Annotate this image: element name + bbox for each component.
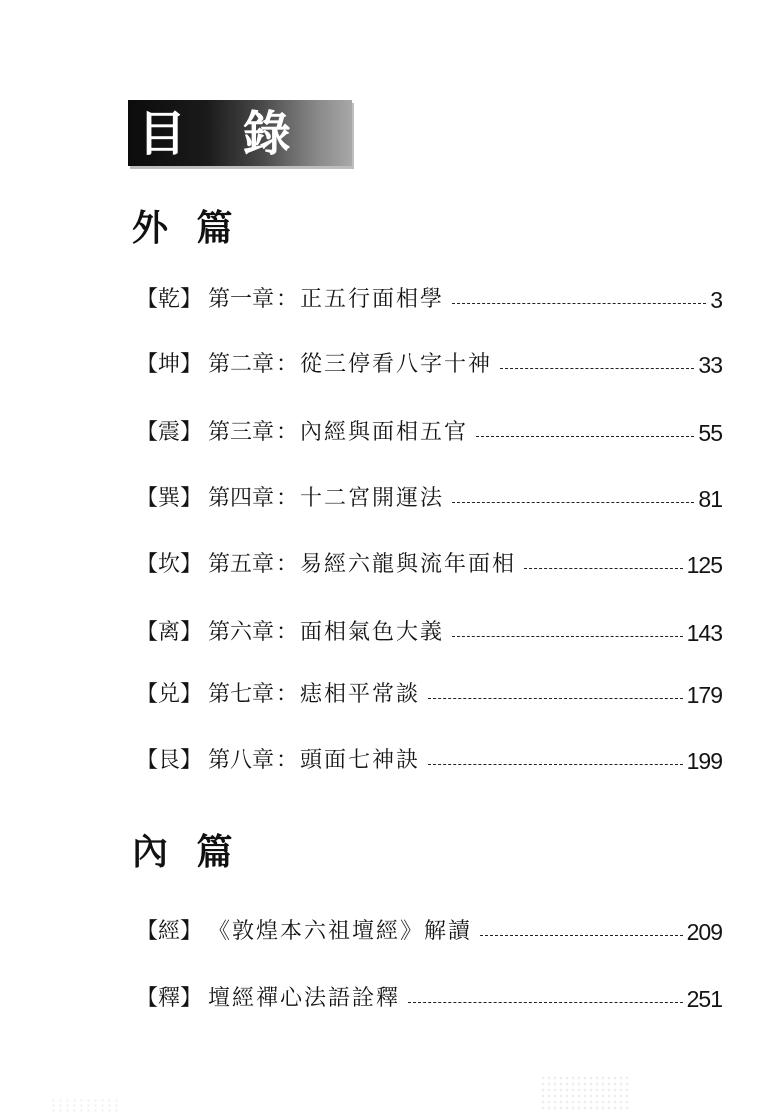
page-number: 125 bbox=[686, 552, 722, 578]
toc-entry-outer-4[interactable] bbox=[136, 481, 722, 517]
dot-leader bbox=[408, 1002, 683, 1003]
chapter-label: 第二章 bbox=[208, 352, 275, 377]
colon-separator: ： bbox=[276, 420, 299, 445]
toc-entry-outer-5[interactable] bbox=[136, 547, 722, 583]
trigram-label: 【震】 bbox=[136, 420, 203, 445]
page-number: 251 bbox=[686, 986, 722, 1012]
chapter-title: 內經與面相五官 bbox=[300, 420, 469, 445]
trigram-label: 【艮】 bbox=[136, 748, 203, 773]
dot-leader bbox=[476, 436, 694, 437]
trigram-label: 【乾】 bbox=[136, 287, 203, 312]
dot-leader bbox=[524, 568, 683, 569]
page-number: 3 bbox=[710, 287, 722, 313]
toc-title: 目 錄 bbox=[138, 106, 311, 162]
trigram-label: 【巽】 bbox=[136, 486, 203, 511]
toc-entry-outer-6[interactable] bbox=[136, 615, 722, 651]
dot-leader bbox=[428, 698, 683, 699]
scan-artifact bbox=[50, 1098, 120, 1112]
page-number: 209 bbox=[686, 919, 722, 945]
page-number: 81 bbox=[698, 486, 722, 512]
page-number: 143 bbox=[686, 620, 722, 646]
colon-separator: ： bbox=[276, 748, 299, 773]
chapter-title: 壇經禪心法語詮釋 bbox=[208, 986, 401, 1011]
toc-entry-outer-7[interactable] bbox=[136, 677, 722, 713]
trigram-label: 【离】 bbox=[136, 620, 203, 645]
trigram-label: 【坎】 bbox=[136, 552, 203, 577]
chapter-title: 正五行面相學 bbox=[300, 287, 445, 312]
toc-entry-outer-1[interactable] bbox=[136, 282, 722, 318]
toc-entry-outer-8[interactable] bbox=[136, 743, 722, 779]
trigram-label: 【經】 bbox=[136, 919, 203, 944]
trigram-label: 【釋】 bbox=[136, 986, 203, 1011]
page-number: 55 bbox=[698, 420, 722, 446]
chapter-label: 第四章 bbox=[208, 486, 275, 511]
dot-leader bbox=[428, 764, 683, 765]
dot-leader bbox=[452, 303, 706, 304]
page-number: 179 bbox=[686, 682, 722, 708]
chapter-label: 第一章 bbox=[208, 287, 275, 312]
inner-section-heading: 內 篇 bbox=[132, 831, 241, 873]
dot-leader bbox=[452, 502, 694, 503]
colon-separator: ： bbox=[276, 682, 299, 707]
scan-artifact bbox=[540, 1075, 630, 1111]
chapter-title: 易經六龍與流年面相 bbox=[300, 552, 517, 577]
dot-leader bbox=[452, 636, 683, 637]
toc-entry-outer-3[interactable] bbox=[136, 415, 722, 451]
dot-leader bbox=[500, 368, 694, 369]
chapter-title: 十二宮開運法 bbox=[300, 486, 445, 511]
toc-entry-outer-2[interactable] bbox=[136, 347, 722, 383]
colon-separator: ： bbox=[276, 486, 299, 511]
chapter-label: 第六章 bbox=[208, 620, 275, 645]
toc-entry-inner-2[interactable] bbox=[136, 981, 722, 1017]
toc-entry-inner-1[interactable] bbox=[136, 914, 722, 950]
dot-leader bbox=[480, 935, 683, 936]
colon-separator: ： bbox=[276, 352, 299, 377]
page-number: 33 bbox=[698, 352, 722, 378]
colon-separator: ： bbox=[276, 552, 299, 577]
chapter-label: 第五章 bbox=[208, 552, 275, 577]
chapter-title: 頭面七神訣 bbox=[300, 748, 421, 773]
chapter-title: 痣相平常談 bbox=[300, 682, 421, 707]
trigram-label: 【坤】 bbox=[136, 352, 203, 377]
colon-separator: ： bbox=[276, 620, 299, 645]
chapter-label: 第八章 bbox=[208, 748, 275, 773]
chapter-title: 《敦煌本六祖壇經》解讀 bbox=[208, 919, 473, 944]
chapter-label: 第三章 bbox=[208, 420, 275, 445]
chapter-title: 從三停看八字十神 bbox=[300, 352, 493, 377]
chapter-title: 面相氣色大義 bbox=[300, 620, 445, 645]
page-number: 199 bbox=[686, 748, 722, 774]
outer-section-heading: 外 篇 bbox=[132, 207, 241, 249]
chapter-label: 第七章 bbox=[208, 682, 275, 707]
colon-separator: ： bbox=[276, 287, 299, 312]
trigram-label: 【兑】 bbox=[136, 682, 203, 707]
